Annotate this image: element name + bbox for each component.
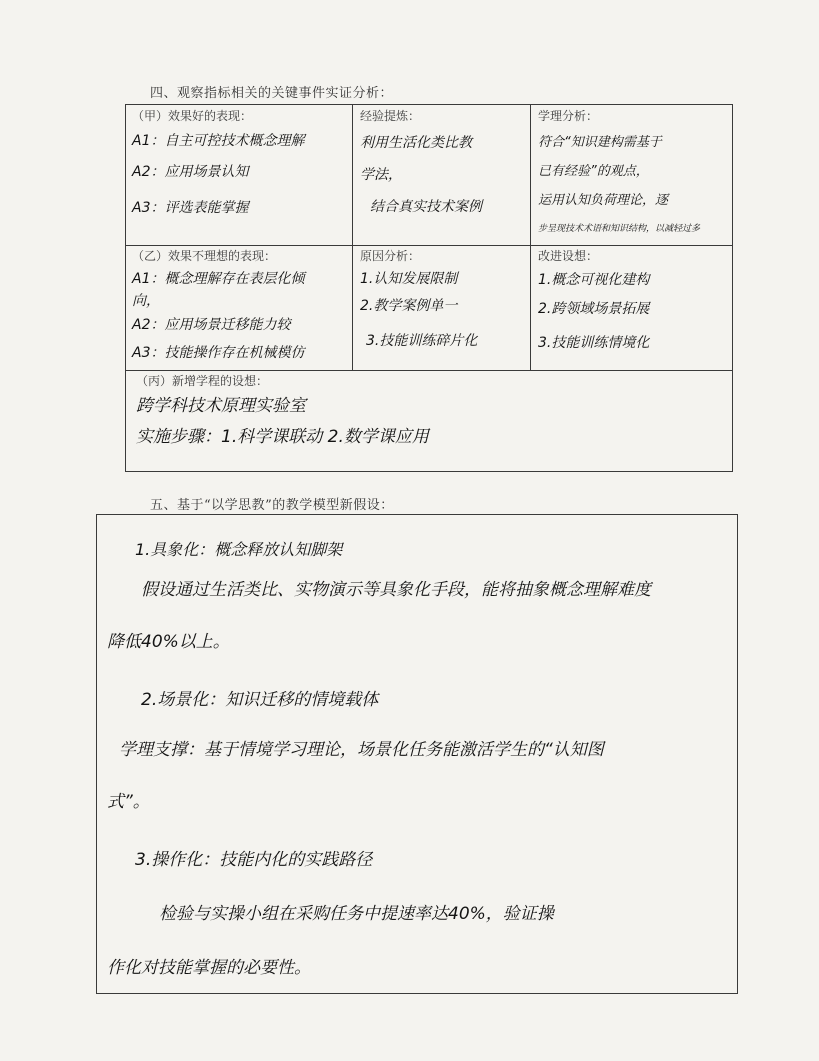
hypothesis-text: 检验与实操小组在采购任务中提速率达40%，验证操 [159,904,554,924]
table-divider [530,105,531,370]
cell-new-course [136,372,726,455]
table-divider [352,105,353,370]
handwritten-line: 步呈现技术术语和知识结构，以减轻过多 [538,224,701,234]
handwritten-line: 3.技能训练情境化 [538,335,650,351]
hypothesis-text: 作化对技能掌握的必要性。 [107,958,311,978]
handwritten-line: 结合真实技术案例 [370,199,482,215]
hypothesis-text: 假设通过生活类比、实物演示等具象化手段，能将抽象概念理解难度 [141,580,651,600]
cell-label: 原因分析： [360,249,421,263]
cell-theory [538,107,728,242]
handwritten-line: 运用认知负荷理论，逐 [538,193,669,208]
cell-good-performance [132,107,347,226]
handwritten-line: 跨学科技术原理实验室 [136,396,306,416]
cell-experience [360,107,525,222]
cell-label: （乙）效果不理想的表现： [132,249,277,263]
handwritten-line: A1：概念理解存在表层化倾 [132,271,305,287]
handwritten-line: 学法， [360,167,402,183]
cell-poor-performance [132,247,347,368]
cell-label: 改进设想： [538,249,599,263]
handwritten-line: A3：技能操作存在机械模仿 [132,345,305,361]
table-divider [126,245,732,246]
handwritten-line: A1：自主可控技术概念理解 [132,133,305,149]
cell-improvement [538,247,728,360]
handwritten-line: 利用生活化类比教 [360,135,472,151]
handwritten-line: 已有经验”的观点， [538,164,649,179]
section5-heading: 五、基于“以学思教”的教学模型新假设： [150,498,394,513]
handwritten-line: 2.教学案例单一 [360,298,458,314]
cell-label: 学理分析： [538,109,599,123]
cell-label: （甲）效果好的表现： [132,109,253,123]
handwritten-line: A2：应用场景迁移能力较 [132,317,291,333]
handwritten-line: A3：评选表能掌握 [132,200,249,216]
hypothesis-item-title: 3.操作化：技能内化的实践路径 [135,850,373,870]
hypothesis-item-title: 1.具象化：概念释放认知脚架 [135,540,343,559]
cell-label: 经验提炼： [360,109,421,123]
hypothesis-item-title: 2.场景化：知识迁移的情境载体 [141,690,379,710]
hypothesis-text: 式”。 [107,792,150,812]
handwritten-line: A2：应用场景认知 [132,164,249,180]
handwritten-line: 1.认知发展限制 [360,271,458,287]
handwritten-line: 向， [132,293,160,309]
evidence-analysis-table [125,104,733,472]
handwritten-line: 3.技能训练碎片化 [366,333,478,349]
handwritten-line: 符合“知识建构需基于 [538,135,662,150]
hypothesis-box [96,514,738,994]
handwritten-line: 实施步骤：1.科学课联动 2.数学课应用 [136,427,429,447]
hypothesis-text: 学理支撑：基于情境学习理论，场景化任务能激活学生的“认知图 [119,740,604,760]
cell-label: （丙）新增学程的设想： [136,374,269,388]
handwritten-line: 2.跨领域场景拓展 [538,301,650,317]
handwritten-line: 1.概念可视化建构 [538,272,650,288]
cell-cause-analysis [360,247,525,360]
section4-heading: 四、观察指标相关的关键事件实证分析： [150,86,394,101]
table-divider [126,370,732,371]
hypothesis-text: 降低40%以上。 [107,632,230,652]
